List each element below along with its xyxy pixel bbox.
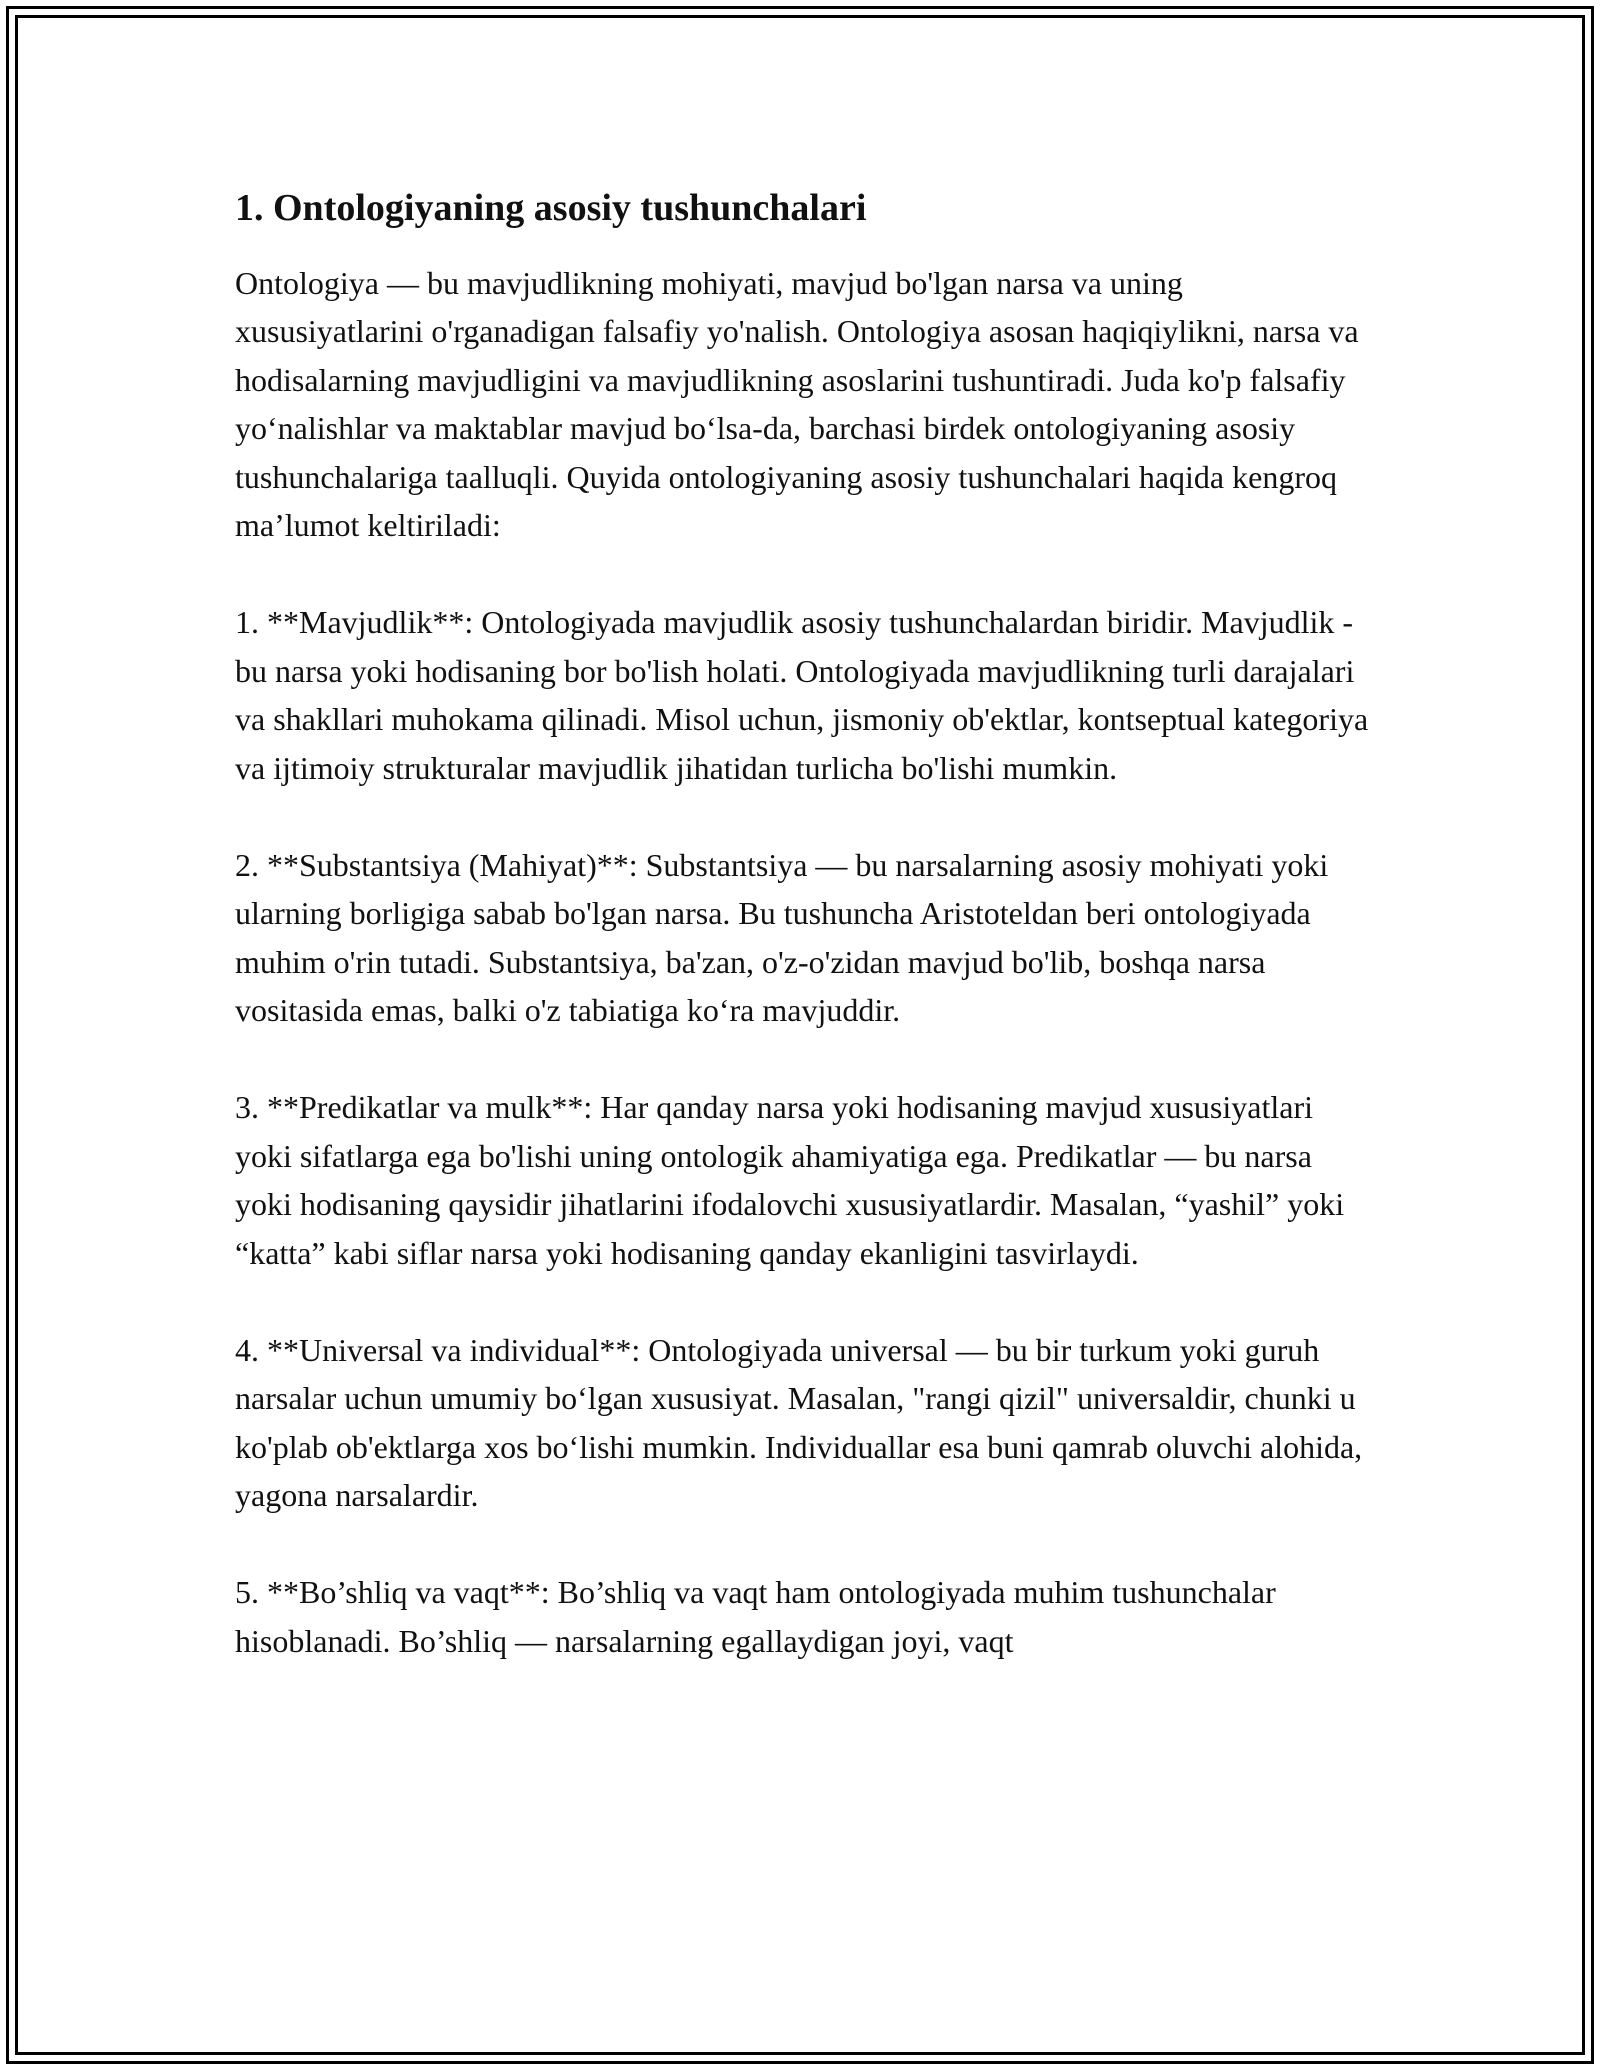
item-substantsiya: 2. **Substantsiya (Mahiyat)**: Substantsiya — bu narsalarning asosiy mohiyati yoki ularning borligiga sabab bo'lgan narsa. Bu tushuncha Aristoteldan beri ontologiyada muhim o'rin tutadi. Substantsiya, ba'zan, o'z-o'zidan mavjud bo'lib, boshqa narsa vositasida emas, balki o'z tabiatiga ko‘ra mavjuddir.: [235, 846, 1329, 1028]
item-predikatlar: 3. **Predikatlar va mulk**: Har qanday narsa yoki hodisaning mavjud xususiyatlari yoki sifatlarga ega bo'lishi uning ontologik ahamiyatiga ega. Predikatlar — bu narsa yoki hodisaning qaysidir jihatlarini ifodalovchi xususiyatlardir. Masalan, “yashil” yoki “katta” kabi siflar narsa yoki hodisaning qanday ekanligini tasvirlaydi.: [235, 1089, 1345, 1271]
section-heading: 1. Ontologiyaning asosiy tushunchalari: [235, 187, 867, 229]
document-body: [235, 185, 1375, 1714]
item-boshliq-vaqt: 5. **Bo’shliq va vaqt**: Bo’shliq va vaqt ham ontologiyada muhim tushunchalar hisoblanadi. Bo’shliq — narsalarning egallaydigan joyi, vaqt: [235, 1574, 1276, 1659]
item-universal: 4. **Universal va individual**: Ontologiyada universal — bu bir turkum yoki guruh narsalar uchun umumiy bo‘lgan xususiyat. Masalan, "rangi qizil" universaldir, chunki u ko'plab ob'ektlarga xos bo‘lishi mumkin. Individuallar esa buni qamrab oluvchi alohida, yagona narsalardir.: [235, 1331, 1363, 1513]
intro-paragraph: Ontologiya — bu mavjudlikning mohiyati, mavjud bo'lgan narsa va uning xususiyatlarini o'rganadigan falsafiy yo'nalish. Ontologiya asosan haqiqiylikni, narsa va hodisalarning mavjudligini va mavjudlikning asoslarini tushuntiradi. Juda ko'p falsafiy yo‘nalishlar va maktablar mavjud bo‘lsa-da, barchasi birdek ontologiyaning asosiy tushunchalariga taalluqli. Quyida ontologiyaning asosiy tushunchalari haqida kengroq ma’lumot keltiriladi:: [235, 264, 1359, 543]
item-mavjudlik: 1. **Mavjudlik**: Ontologiyada mavjudlik asosiy tushunchalardan biridir. Mavjudlik - bu narsa yoki hodisaning bor bo'lish holati. Ontologiyada mavjudlikning turli darajalari va shakllari muhokama qilinadi. Misol uchun, jismoniy ob'ektlar, kontseptual kategoriya va ijtimoiy strukturalar mavjudlik jihatidan turlicha bo'lishi mumkin.: [235, 604, 1369, 786]
